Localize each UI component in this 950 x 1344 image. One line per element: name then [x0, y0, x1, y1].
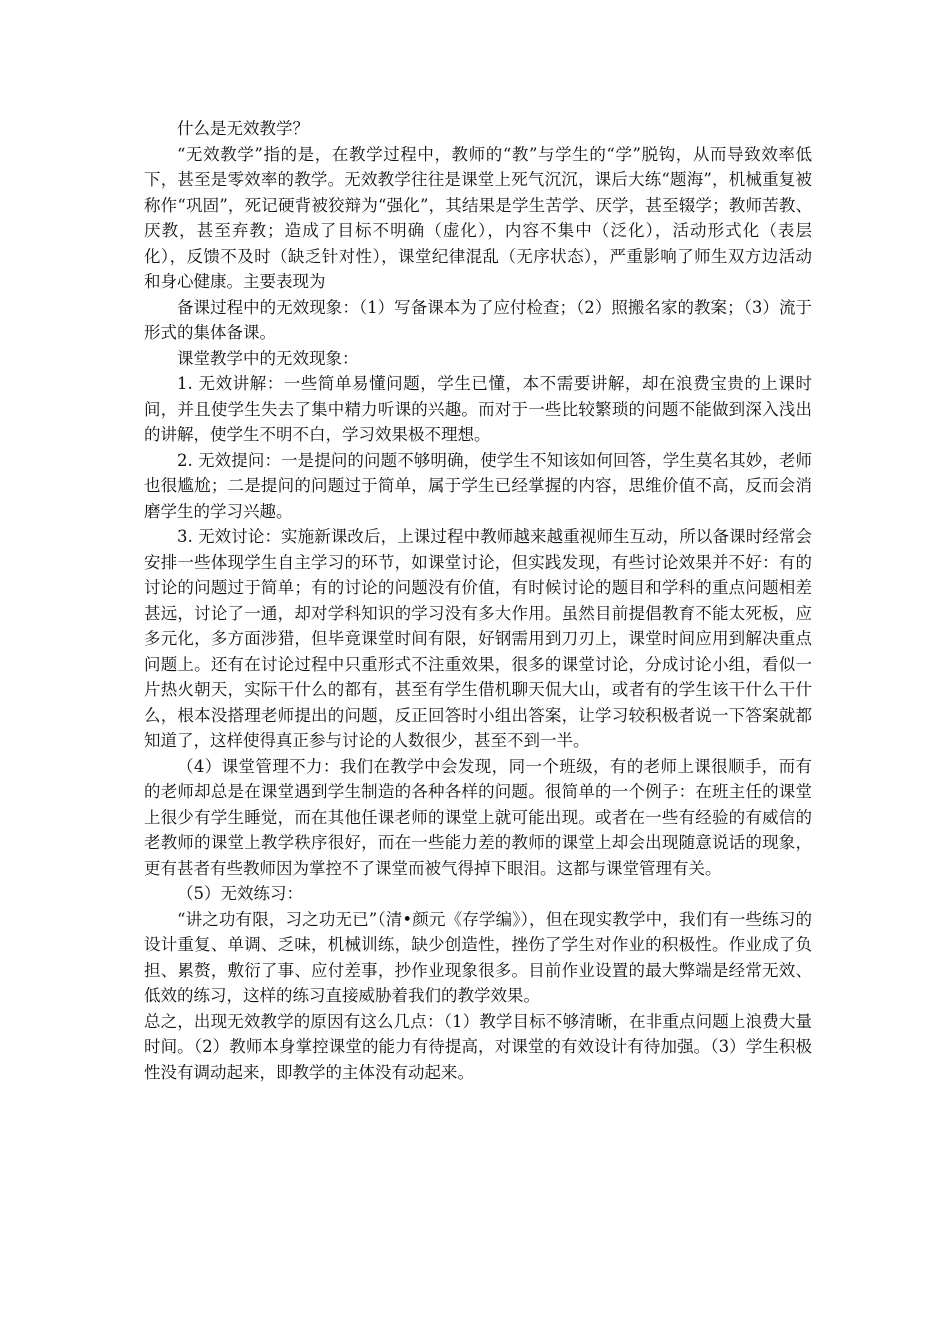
paragraph-lesson-prep: 备课过程中的无效现象：（1）写备课本为了应付检查；（2）照搬名家的教案；（3）流于形式的集体备课。: [144, 297, 812, 342]
paragraph-practice-heading: （5）无效练习：: [177, 884, 303, 903]
paragraph-title: 什么是无效教学？: [177, 119, 309, 138]
paragraph-ineffective-explanation: 1. 无效讲解：一些简单易懂问题，学生已懂，本不需要讲解，却在浪费宝贵的上课时间，并且使学生失去了集中精力听课的兴趣。而对于一些比较繁琐的问题不能做到深入浅出的讲解，使学生不明不白，学习效果极不理想。: [144, 374, 812, 444]
paragraph-ineffective-questioning: 2. 无效提问：一是提问的问题不够明确，使学生不知该如何回答，学生莫名其妙，老师也很尴尬；二是提问的问题过于简单，属于学生已经掌握的内容，思维价值不高，反而会消磨学生的学习兴趣。: [144, 450, 812, 521]
document-body: [144, 116, 812, 1085]
paragraph-definition: “无效教学”指的是，在教学过程中，教师的“教”与学生的“学”脱钩，从而导致效率低下，甚至是零效率的教学。无效教学往往是课堂上死气沉沉，课后大练“题海”，机械重复被称作“巩固”，死记硬背被狡辩为“强化”，其结果是学生苦学、厌学，甚至辍学；教师苦教、厌教，甚至弃教；造成了目标不明确（虚化），内容不集中（泛化），活动形式化（表层化），反馈不及时（缺乏针对性），课堂纪律混乱（无序状态），严重影响了师生双方边活动和身心健康。主要表现为: [144, 144, 812, 291]
paragraph-classroom-heading: 课堂教学中的无效现象：: [177, 348, 359, 368]
paragraph-conclusion: 总之，出现无效教学的原因有这么几点：（1）教学目标不够清晰，在非重点问题上浪费大量时间。（2）教师本身掌控课堂的能力有待提高，对课堂的有效设计有待加强。（3）学生积极性没有调动起来，即教学的主体没有动起来。: [144, 1011, 812, 1082]
paragraph-ineffective-practice: “讲之功有限，习之功无已”（清•颜元《存学编》），但在现实教学中，我们有一些练习的设计重复、单调、乏味，机械训练，缺少创造性，挫伤了学生对作业的积极性。作业成了负担、累赘，敷衍了事、应付差事，抄作业现象很多。目前作业设置的最大弊端是经常无效、低效的练习，这样的练习直接威胁着我们的教学效果。: [144, 909, 812, 1005]
paragraph-ineffective-discussion: 3. 无效讨论：实施新课改后，上课过程中教师越来越重视师生互动，所以备课时经常会安排一些体现学生自主学习的环节，如课堂讨论，但实践发现，有些讨论效果并不好：有的讨论的问题过于简单；有的讨论的问题没有价值，有时候讨论的题目和学科的重点问题相差甚远，讨论了一通，却对学科知识的学习没有多大作用。虽然目前提倡教育不能太死板，应多元化，多方面涉猎，但毕竟课堂时间有限，好钢需用到刀刃上，课堂时间应用到解决重点问题上。还有在讨论过程中只重形式不注重效果，很多的课堂讨论，分成讨论小组，看似一片热火朝天，实际干什么的都有，甚至有学生借机聊天侃大山，或者有的学生该干什么干什么，根本没搭理老师提出的问题，反正回答时小组出答案，让学习较积极者说一下答案就都知道了，这样使得真正参与讨论的人数很少，甚至不到一半。: [144, 527, 812, 750]
paragraph-classroom-management: （4）课堂管理不力：我们在教学中会发现，同一个班级，有的老师上课很顺手，而有的老师却总是在课堂遇到学生制造的各种各样的问题。很简单的一个例子：在班主任的课堂上很少有学生睡觉，而在其他任课老师的课堂上就可能出现。或者在一些有经验的有威信的老教师的课堂上教学秩序很好，而在一些能力差的教师的课堂上却会出现随意说话的现象，更有甚者有些教师因为掌控不了课堂而被气得掉下眼泪。这都与课堂管理有关。: [144, 756, 812, 878]
